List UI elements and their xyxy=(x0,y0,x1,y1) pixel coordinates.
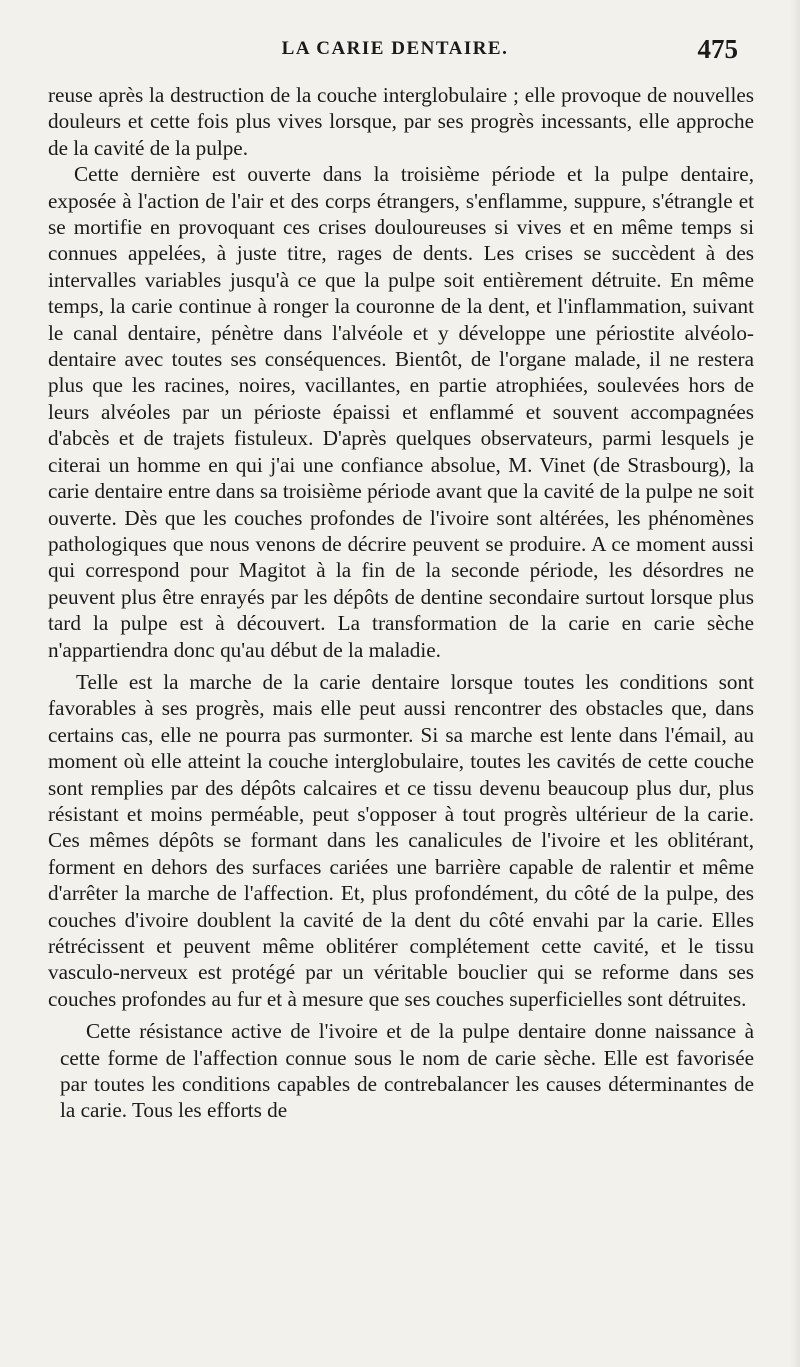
page-number: 475 xyxy=(697,34,738,64)
running-head: LA CARIE DENTAIRE. xyxy=(281,38,509,59)
paragraph-3: Telle est la marche de la carie dentaire lorsque toutes les conditions sont favorables à ses progrès, mais elle peut aussi rencontrer des obstacles que, dans certains cas, elle ne pourra pas surmonter. Si sa marche est lente dans l'émail, au moment où elle atteint la couche interglobulaire, toutes les cavités de cette couche sont remplies par des dépôts calcaires et ce tissu devenu beaucoup plus dur, plus résistant et moins perméable, peut s'opposer à tout progrès ultérieur de la carie. Ces mêmes dépôts se formant dans les canalicules de l'ivoire et les oblitérant, forment en dehors des surfaces cariées une barrière capable de ralentir et même d'arrêter la marche de l'affection. Et, plus profondément, du côté de la pulpe, des couches d'ivoire doublent la cavité de la dent du côté envahi par la carie. Elles rétrécissent et peuvent même oblitérer complétement cette cavité, et le tissu vasculo-nerveux est protégé par un véritable bouclier qui se reforme dans ses couches profondes au fur et à mesure que ses couches superficielles sont détruites. xyxy=(48,669,754,1011)
scan-edge-shadow xyxy=(790,0,800,1367)
body-text xyxy=(48,82,754,1124)
paragraph-1: reuse après la destruction de la couche interglobulaire ; elle provoque de nouvelles douleurs et cette fois plus vives lorsque, par ses progrès incessants, elle approche de la cavité de la pulpe. xyxy=(48,83,754,160)
paragraph-2: Cette dernière est ouverte dans la troisième période et la pulpe dentaire, exposée à l'action de l'air et des corps étrangers, s'enflamme, suppure, s'étrangle et se mortifie en provoquant ces crises douloureuses si vives et en même temps si connues appelées, à juste titre, rages de dents. Les crises se succèdent à des intervalles variables jusqu'à ce que la pulpe soit entièrement détruite. En même temps, la carie continue à ronger la couronne de la dent, et l'inflammation, suivant le canal dentaire, pénètre dans l'alvéole et y développe une périostite alvéolo-dentaire avec toutes ses conséquences. Bientôt, de l'organe malade, il ne restera plus que les racines, noires, vacillantes, en partie atrophiées, soulevées hors de leurs alvéoles par un périoste épaissi et enflammé et souvent accompagnées d'abcès et de trajets fistuleux. D'après quelques observateurs, parmi lesquels je citerai un homme en qui j'ai une confiance absolue, M. Vinet (de Strasbourg), la carie dentaire entre dans sa troisième période avant que la cavité de la pulpe ne soit ouverte. Dès que les couches profondes de l'ivoire sont altérées, les phénomènes pathologiques que nous venons de décrire peuvent se produire. A ce moment aussi qui correspond pour Magitot à la fin de la seconde période, les désordres ne peuvent plus être enrayés par les dépôts de dentine secondaire surtout lorsque plus tard la pulpe est à découvert. La transformation de la carie en carie sèche n'appartiendra donc qu'au début de la maladie. xyxy=(48,162,754,662)
paragraph-4: Cette résistance active de l'ivoire et de la pulpe dentaire donne naissance à cette forme de l'affection connue sous le nom de carie sèche. Elle est favorisée par toutes les conditions capables de contrebalancer les causes déterminantes de la carie. Tous les efforts de xyxy=(60,1019,754,1123)
page-header xyxy=(48,34,742,68)
